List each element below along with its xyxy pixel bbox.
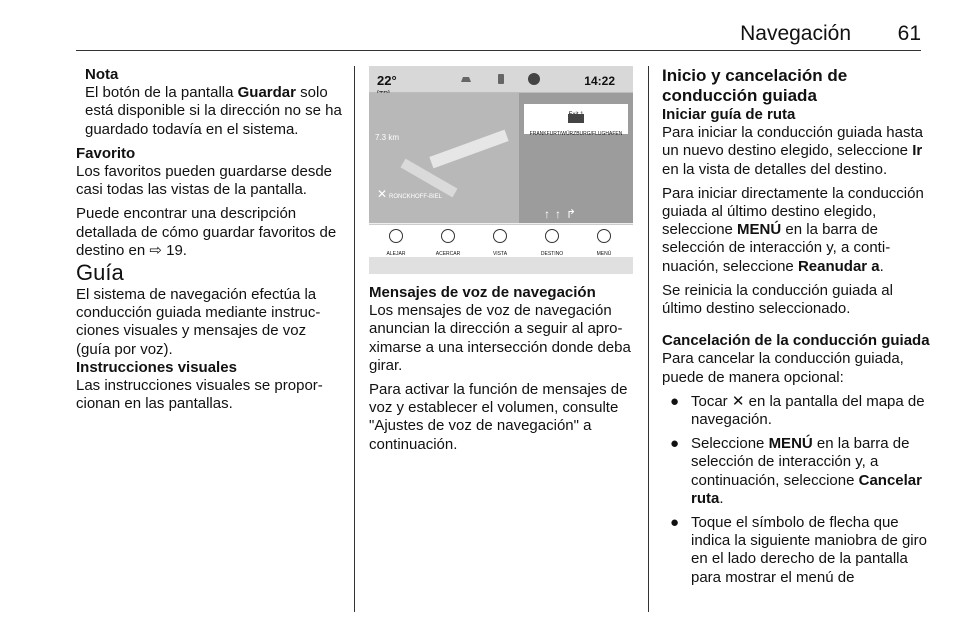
phone-icon xyxy=(494,72,508,86)
exit-sign xyxy=(524,104,628,137)
car-icon xyxy=(459,72,473,86)
cancel-guidance-text: Para cancelar la conducción guiada, puede de manera opcional: xyxy=(662,350,904,386)
view-button: VISTA xyxy=(475,229,525,263)
bullet-icon: ● xyxy=(670,392,680,410)
minus-icon xyxy=(389,229,403,243)
column-right xyxy=(662,66,930,587)
list-item: ● Tocar ✕ en la pantalla del mapa de navegación. xyxy=(670,392,925,429)
navigation-screen-image xyxy=(369,66,633,274)
page-title: Navegación xyxy=(740,22,851,45)
cancel-guidance-heading: Cancelación de la conducción guiada xyxy=(662,332,930,350)
favorites-text: Los favoritos pueden guardarse desde casi todas las vistas de la pantalla. xyxy=(76,163,333,199)
list-item: ● Toque el símbolo de flecha que indica la siguiente maniobra de giro en el lado derecho de la pantalla para mostrar el menú de xyxy=(670,514,927,586)
voice-messages-heading: Mensajes de voz de navegación xyxy=(369,284,596,301)
zoom-in-button: ACERCAR xyxy=(423,229,473,263)
restart-text: Se reinicia la conducción guiada al último destino seleccionado. xyxy=(662,281,893,318)
bullet-icon: ● xyxy=(670,514,680,532)
map-view xyxy=(369,93,519,223)
zoom-out-button: ALEJAR xyxy=(371,229,421,263)
visual-instructions-text: Las instrucciones visuales se proporcionan en las pantallas. xyxy=(76,377,323,413)
exit-number-badge xyxy=(568,114,584,123)
note-heading: Nota xyxy=(85,66,119,83)
note-box xyxy=(76,66,344,139)
voice-activation-text: Para activar la función de mensajes de voz y establecer el volumen, consulte "Ajustes de voz de navegación" a continuación. xyxy=(369,381,628,453)
page-number: 61 xyxy=(897,22,921,45)
column-middle xyxy=(369,66,635,454)
search-icon xyxy=(545,229,559,243)
bullet-icon: ● xyxy=(670,435,680,453)
close-icon: ✕ xyxy=(377,187,388,201)
favorites-heading: Favorito xyxy=(76,144,136,162)
navigation-icon xyxy=(527,72,541,86)
column-left xyxy=(76,66,344,413)
note-text: El botón de la pantalla Guardar solo está disponible si la dirección no se ha guardado todavía en el sistema. xyxy=(85,84,342,138)
temperature-readout: 22° xyxy=(377,73,397,88)
distance-readout: 7.3 km xyxy=(375,133,400,142)
lane-arrows-icon: ↑↑↱ xyxy=(544,207,582,221)
guide-heading: Guía xyxy=(76,260,124,286)
column-divider xyxy=(354,66,355,612)
street-name: RONCKHOFF-BIEL xyxy=(389,194,443,200)
exit-destination: FRANKFURT/WÜRZBURG/FLUGHAFEN xyxy=(529,131,623,137)
screen-status-bar xyxy=(369,66,633,93)
flag-icon xyxy=(493,229,507,243)
clock-readout: 14:22 xyxy=(584,74,615,88)
guide-text: El sistema de navegación efectúa la conducción guiada mediante instrucciones visuales y mensajes de voz (guía por voz). xyxy=(76,286,321,358)
plus-icon xyxy=(441,229,455,243)
start-guidance-heading: Iniciar guía de ruta xyxy=(662,106,796,123)
direct-start-text: Para iniciar directamente la conducción guiada al último destino elegido, seleccione MENÚ en la barra de selección de interacción y, a continuación, seleccione Reanudar a. xyxy=(662,184,924,275)
page-header xyxy=(76,0,921,51)
section-title: Inicio y cancelación de conducción guiada xyxy=(662,66,848,105)
close-icon: ✕ xyxy=(731,392,745,410)
favorites-description: Puede encontrar una descripción detallada de cómo guardar favoritos de destino en ⇨ 19. xyxy=(76,205,337,259)
menu-icon xyxy=(597,229,611,243)
column-divider xyxy=(648,66,649,612)
visual-instructions-heading: Instrucciones visuales xyxy=(76,358,237,376)
start-guidance-text: Para iniciar la conducción guiada hasta un nuevo destino elegido, seleccione Ir en la vista de detalles del destino. xyxy=(662,124,923,178)
screen-button-bar xyxy=(369,224,633,257)
menu-button: MENÚ xyxy=(579,229,629,263)
list-item: ● Seleccione MENÚ en la barra de selección de interacción y, a continuación, seleccione Cancelar ruta. xyxy=(670,435,922,507)
destination-button: DESTINO xyxy=(527,229,577,263)
voice-messages-text: Los mensajes de voz de navegación anuncian la dirección a seguir al aproximarse a una intersección donde deba girar. xyxy=(369,302,631,374)
